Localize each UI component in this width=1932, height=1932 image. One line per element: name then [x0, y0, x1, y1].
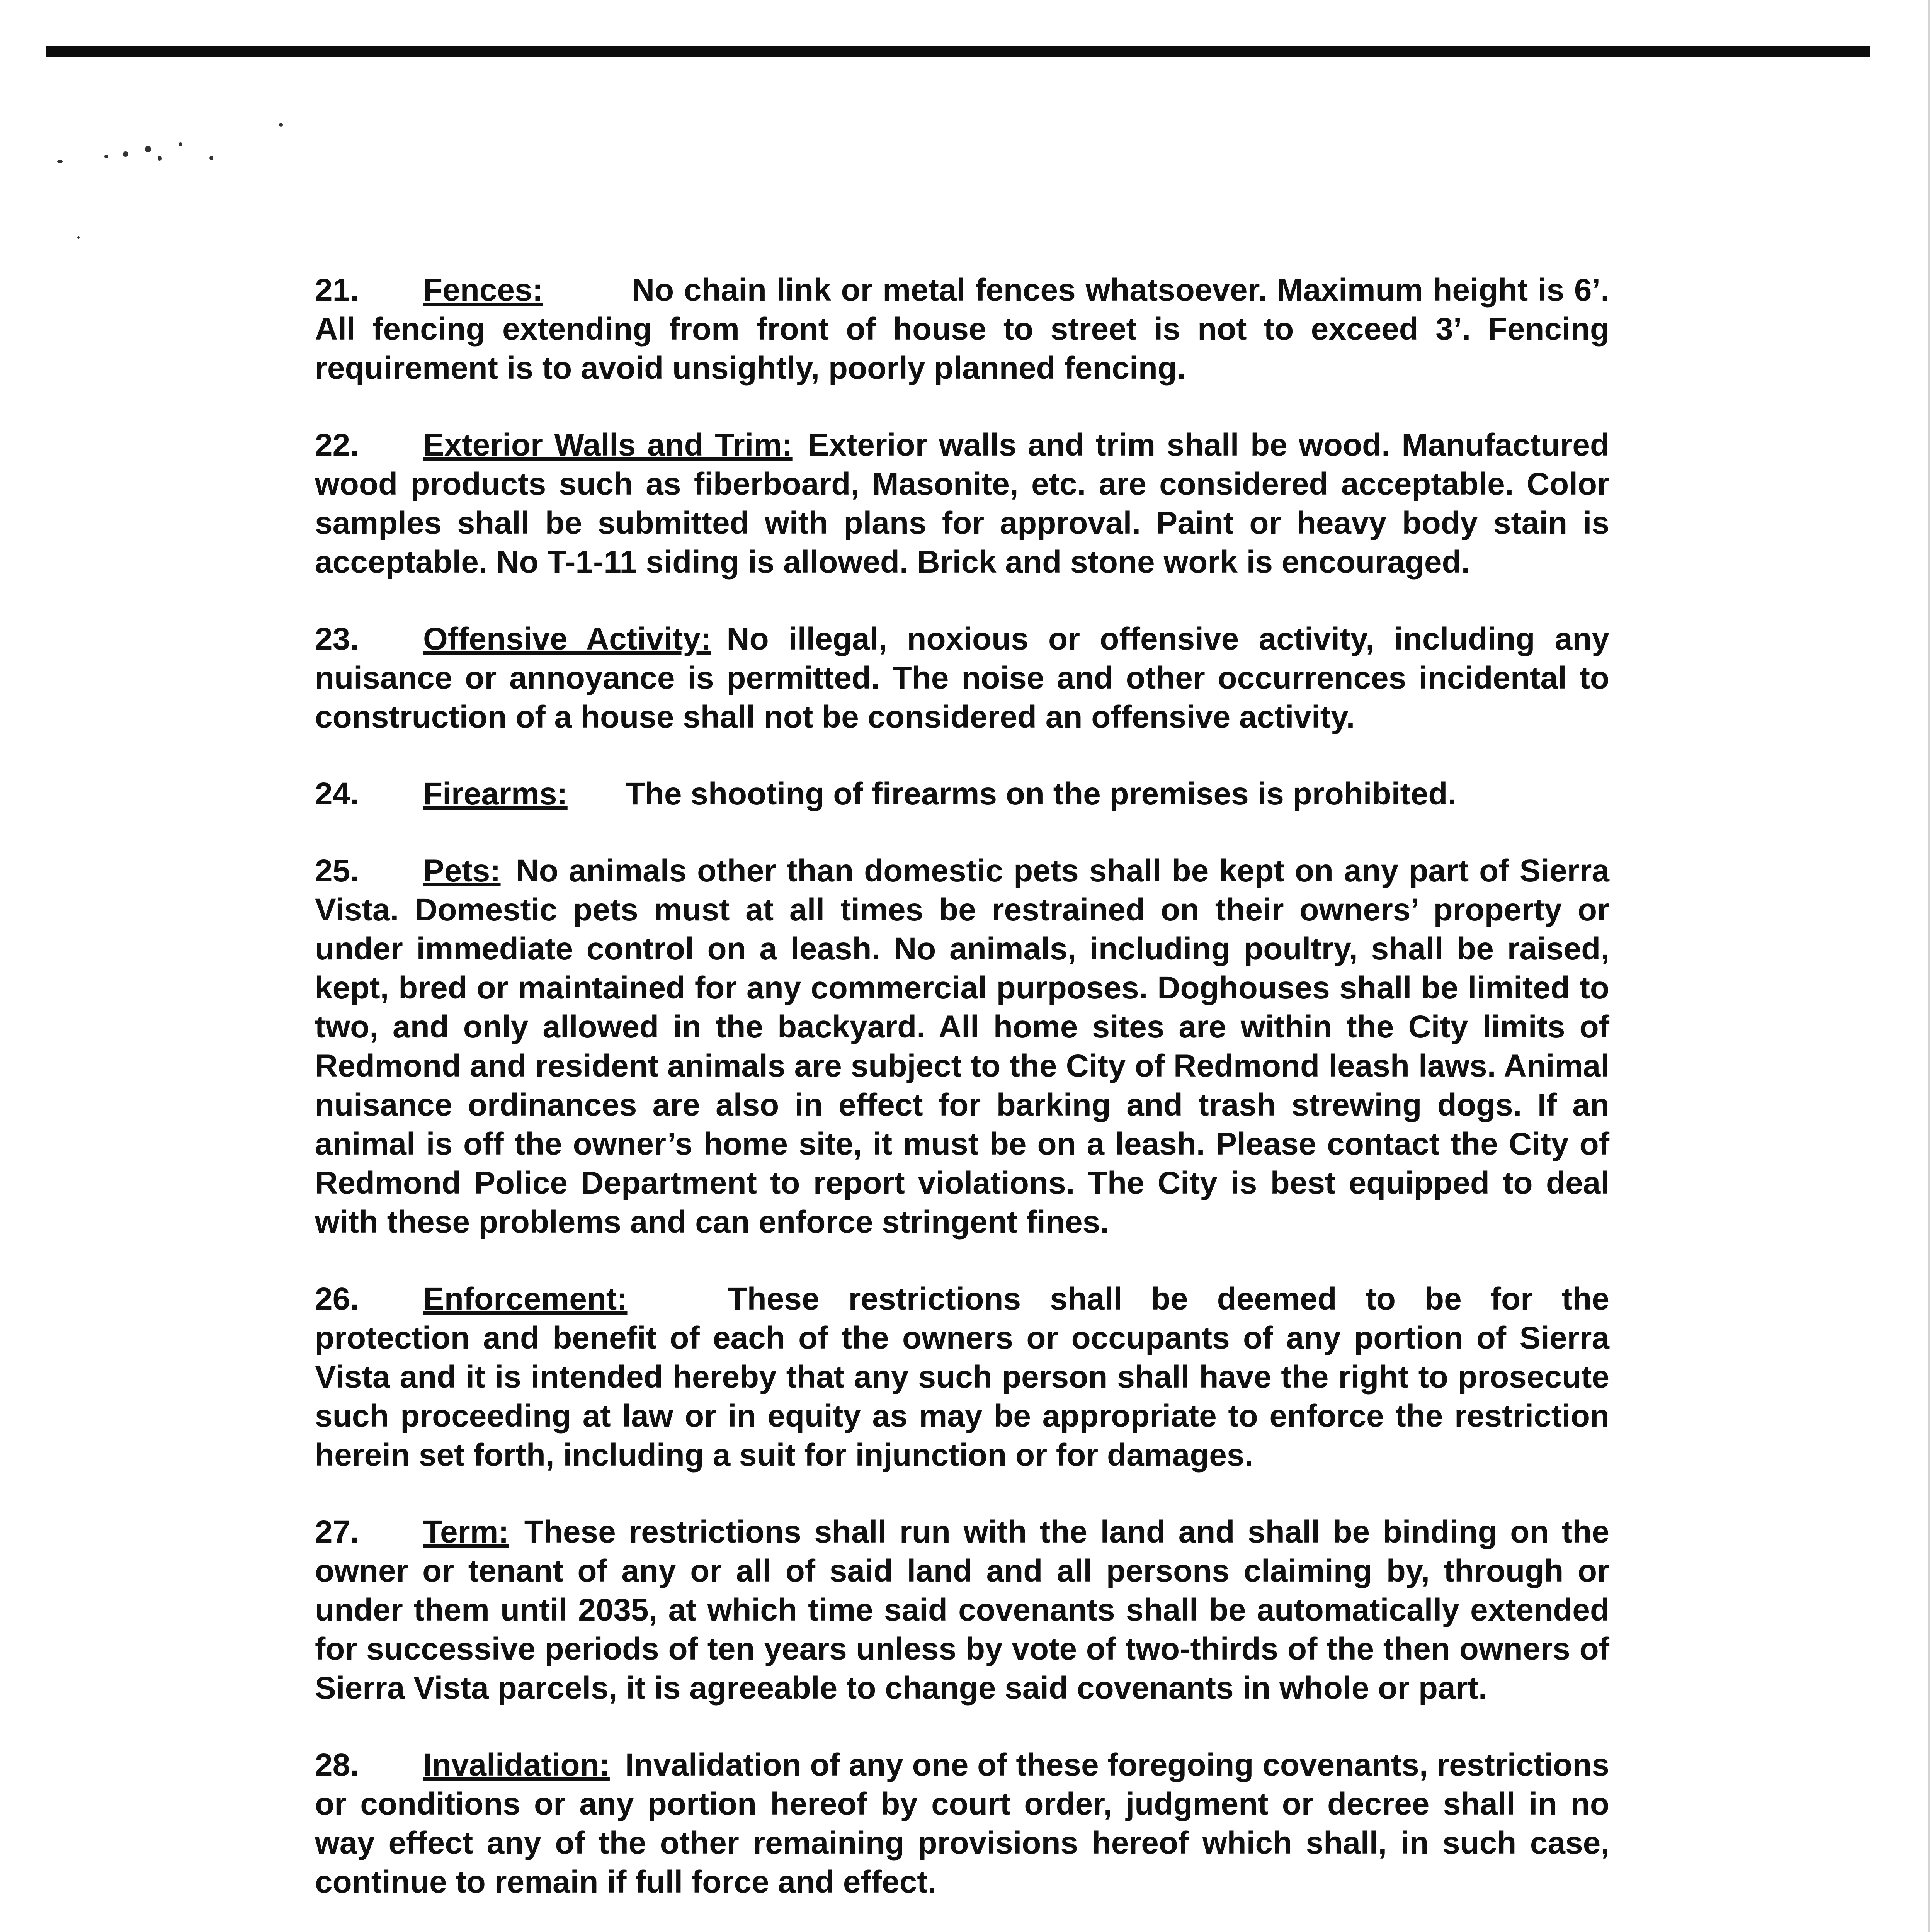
scan-speck [158, 156, 162, 161]
section-exterior-walls [315, 425, 1609, 582]
section-heading: Enforcement: [423, 1281, 628, 1316]
section-text: The shooting of firearms on the premises is prohibited. [625, 776, 1457, 811]
section-number: 26. [315, 1281, 359, 1316]
section-invalidation [315, 1745, 1609, 1901]
section-number: 25. [315, 853, 359, 888]
scan-speck [57, 160, 63, 163]
section-number: 28. [315, 1747, 359, 1782]
section-text: No illegal, noxious or offensive activity, including any nuisance or annoyance is permitted. The noise and other occurrences incidental to construction of a house shall not be considered an offensive activity. [315, 621, 1609, 735]
section-text: These restrictions shall be deemed to be for the protection and benefit of each of the owners or occupants of any portion of Sierra Vista and it is intended hereby that any such person shall have the right to prosecute such proceeding at law or in equity as may be appropriate to enforce the restriction herein set forth, including a suit for injunction or for damages. [315, 1281, 1609, 1473]
section-number: 21. [315, 272, 359, 308]
section-heading: Offensive Activity: [423, 621, 711, 656]
scan-speck [179, 142, 182, 146]
section-number: 22. [315, 427, 359, 463]
scan-speck [123, 151, 128, 157]
scan-speck [209, 156, 213, 160]
section-heading: Fences: [423, 272, 543, 308]
section-heading: Pets: [423, 853, 501, 888]
section-text: These restrictions shall run with the land and shall be binding on the owner or tenant of any or all of said land and all persons claiming by, through or under them until 2035, at which time said covenants shall be automatically extended for successive periods of ten years unless by vote of two-thirds of the then owners of Sierra Vista parcels, it is agreeable to change said covenants in whole or part. [315, 1514, 1609, 1706]
section-heading: Exterior Walls and Trim: [423, 427, 793, 463]
scan-edge [1928, 0, 1930, 1932]
section-heading: Term: [423, 1514, 509, 1549]
section-text: No animals other than domestic pets shall be kept on any part of Sierra Vista. Domestic pets must at all times be restrained on their owners’ property or under immediate control on a leash. No animals, including poultry, shall be raised, kept, bred or maintained for any commercial purposes. Doghouses shall be limited to two, and only allowed in the backyard. All home sites are within the City limits of Redmond and resident animals are subject to the City of Redmond leash laws. Animal nuisance ordinances are also in effect for barking and trash strewing dogs. If an animal is off the owner’s home site, it must be on a leash. Please contact the City of Redmond Police Department to report violations. The City is best equipped to deal with these problems and can enforce stringent fines. [315, 853, 1609, 1240]
section-heading: Invalidation: [423, 1747, 610, 1782]
section-number: 27. [315, 1514, 359, 1549]
section-text: Exterior walls and trim shall be wood. Manufactured wood products such as fiberboard, Masonite, etc. are considered acceptable. Color samples shall be submitted with plans for approval. Paint or heavy body stain is acceptable. No T-1-11 siding is allowed. Brick and stone work is encouraged. [315, 427, 1609, 580]
section-number: 23. [315, 621, 359, 656]
section-number: 24. [315, 776, 359, 811]
section-offensive-activity [315, 619, 1609, 736]
document-body [315, 270, 1609, 1932]
scan-speck [145, 146, 151, 152]
section-pets [315, 851, 1609, 1242]
section-firearms [315, 774, 1609, 813]
section-heading: Firearms: [423, 776, 568, 811]
section-text: No chain link or metal fences whatsoever. Maximum height is 6’. All fencing extending from front of house to street is not to exceed 3’. Fencing requirement is to avoid unsightly, poorly planned fencing. [315, 272, 1609, 386]
scan-speck [104, 155, 108, 158]
scan-speck [77, 236, 80, 239]
section-term [315, 1512, 1609, 1708]
section-text: Invalidation of any one of these foregoing covenants, restrictions or conditions or any portion hereof by court order, judgment or decree shall in no way effect any of the other remaining provisions hereof which shall, in such case, continue to remain if full force and effect. [315, 1747, 1609, 1900]
section-fences [315, 270, 1609, 388]
top-rule [46, 46, 1870, 57]
section-enforcement [315, 1279, 1609, 1475]
scan-speck [279, 123, 283, 127]
